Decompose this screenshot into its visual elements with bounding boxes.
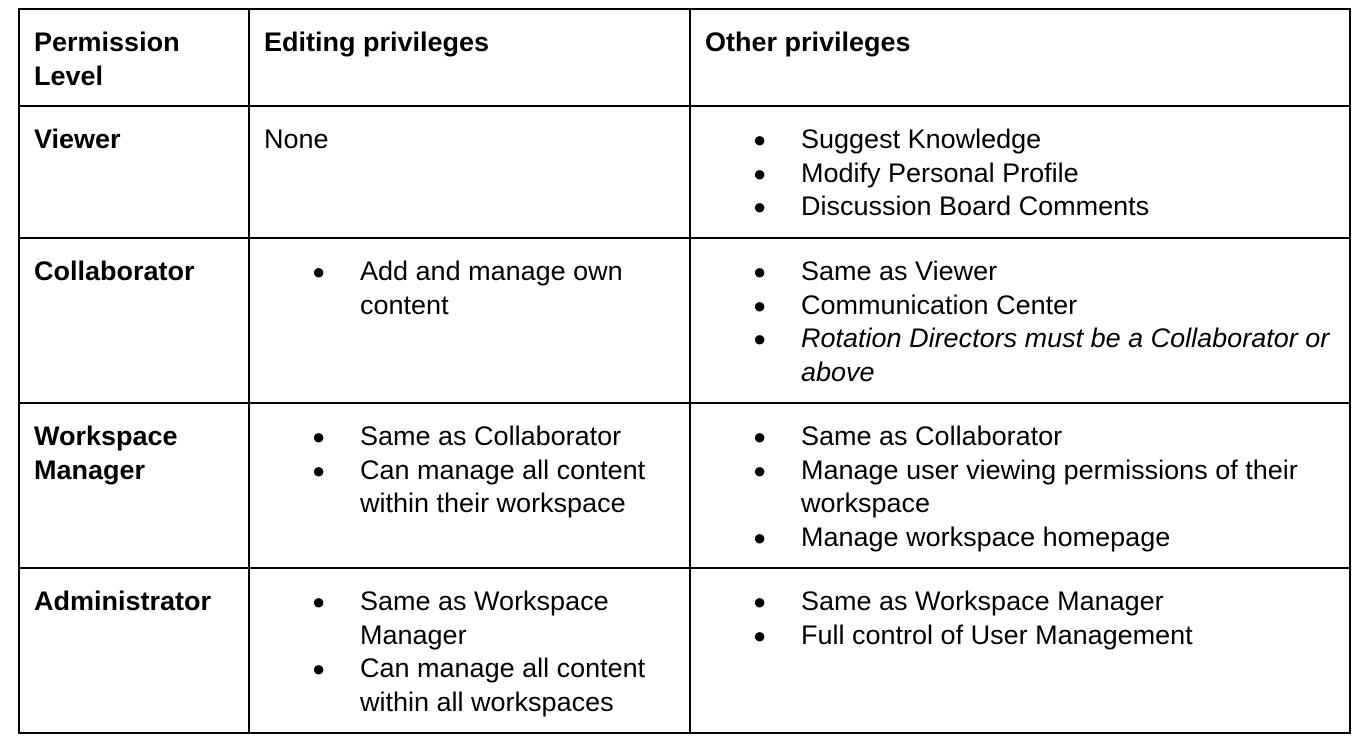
editing-administrator-list bbox=[264, 585, 675, 719]
list-item: ● Add and manage own content bbox=[264, 255, 675, 322]
table-row bbox=[19, 106, 1350, 238]
other-viewer bbox=[690, 106, 1350, 238]
level-collaborator: Collaborator bbox=[19, 238, 249, 403]
list-item: ● Discussion Board Comments bbox=[705, 190, 1335, 224]
level-administrator: Administrator bbox=[19, 568, 249, 733]
list-item: ● Same as Collaborator bbox=[705, 420, 1335, 454]
editing-workspace-manager-list bbox=[264, 420, 675, 521]
editing-viewer: None bbox=[249, 106, 690, 238]
list-item: ● Modify Personal Profile bbox=[705, 157, 1335, 191]
other-administrator-list bbox=[705, 585, 1335, 652]
permissions-table bbox=[18, 8, 1351, 734]
other-administrator bbox=[690, 568, 1350, 733]
table-row bbox=[19, 403, 1350, 568]
list-item: ● Can manage all content within all workspaces bbox=[264, 652, 675, 719]
level-viewer: Viewer bbox=[19, 106, 249, 238]
other-workspace-manager bbox=[690, 403, 1350, 568]
editing-collaborator bbox=[249, 238, 690, 403]
list-item: ● Manage user viewing permissions of their workspace bbox=[705, 454, 1335, 521]
header-permission-level: Permission Level bbox=[19, 9, 249, 106]
other-collaborator-list bbox=[705, 255, 1335, 389]
list-item: ● Full control of User Management bbox=[705, 619, 1335, 653]
list-item: ● Same as Workspace Manager bbox=[705, 585, 1335, 619]
list-item: ● Suggest Knowledge bbox=[705, 123, 1335, 157]
editing-collaborator-list bbox=[264, 255, 675, 322]
table-row bbox=[19, 238, 1350, 403]
header-other-privileges: Other privileges bbox=[690, 9, 1350, 106]
list-item: ● Manage workspace homepage bbox=[705, 521, 1335, 555]
other-workspace-manager-list bbox=[705, 420, 1335, 554]
editing-workspace-manager bbox=[249, 403, 690, 568]
list-item: ● Same as Viewer bbox=[705, 255, 1335, 289]
list-item: ● Communication Center bbox=[705, 289, 1335, 323]
list-item: ● Same as Collaborator bbox=[264, 420, 675, 454]
list-item: ● Same as Workspace Manager bbox=[264, 585, 675, 652]
header-editing-privileges: Editing privileges bbox=[249, 9, 690, 106]
table-row bbox=[19, 568, 1350, 733]
list-item: ● Rotation Directors must be a Collaborator or above bbox=[705, 322, 1335, 389]
level-workspace-manager: Workspace Manager bbox=[19, 403, 249, 568]
other-viewer-list bbox=[705, 123, 1335, 224]
header-row bbox=[19, 9, 1350, 106]
other-collaborator bbox=[690, 238, 1350, 403]
list-item: ● Can manage all content within their workspace bbox=[264, 454, 675, 521]
editing-administrator bbox=[249, 568, 690, 733]
